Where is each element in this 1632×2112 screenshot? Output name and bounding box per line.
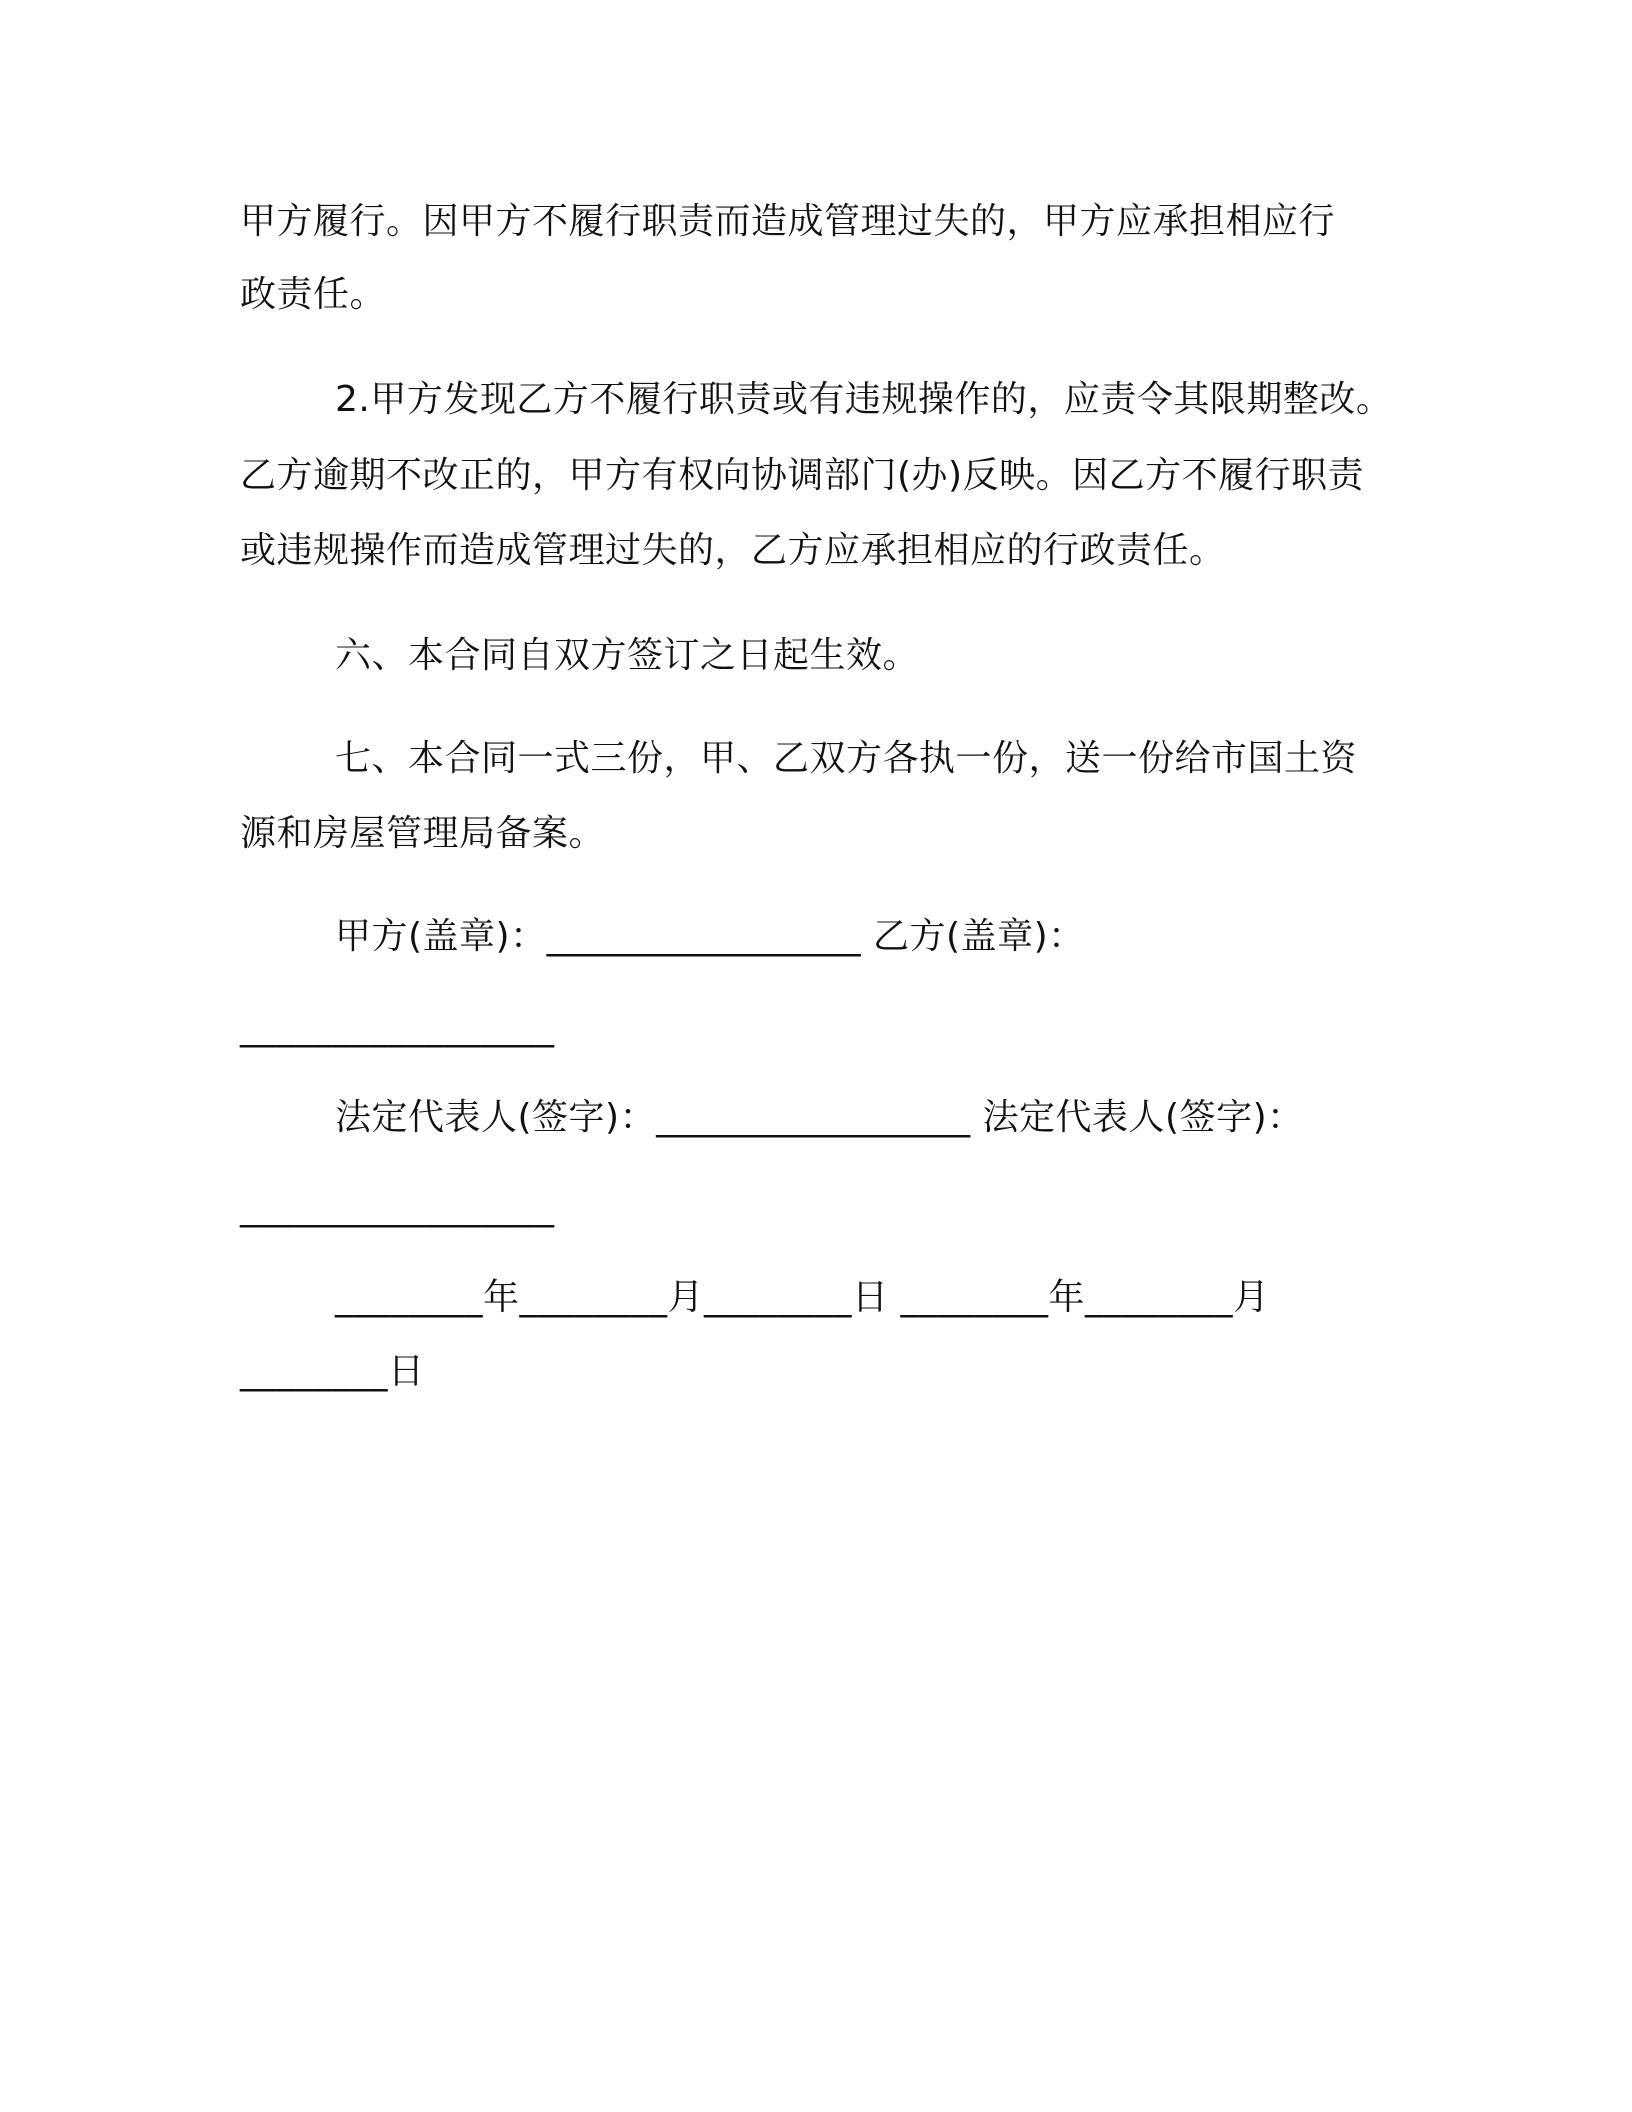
- paragraph-1-line-2: 政责任。: [240, 274, 387, 315]
- clause-7-line-1: 七、本合同一式三份，甲、乙双方各执一份，送一份给市国土资: [335, 738, 1358, 779]
- paragraph-2-line-2: 乙方逾期不改正的，甲方有权向协调部门(办)反映。因乙方不履行职责: [240, 455, 1365, 496]
- clause-7-line-2: 源和房屋管理局备案。: [240, 813, 606, 854]
- seal-line-2: _________________: [240, 1007, 555, 1048]
- date-line-2: ________日: [240, 1351, 425, 1392]
- paragraph-1-line-1: 甲方履行。因甲方不履行职责而造成管理过失的，甲方应承担相应行: [240, 201, 1336, 242]
- seal-line-1: 甲方(盖章)：_________________ 乙方(盖章)：: [335, 916, 1085, 957]
- representative-line-2: _________________: [240, 1187, 555, 1228]
- paragraph-2-line-3: 或违规操作而造成管理过失的，乙方应承担相应的行政责任。: [240, 530, 1226, 571]
- clause-6: 六、本合同自双方签订之日起生效。: [335, 635, 920, 676]
- representative-line-1: 法定代表人(签字)：_________________ 法定代表人(签字)：: [335, 1097, 1304, 1138]
- date-line-1: ________年________月________日 ________年________月: [335, 1277, 1270, 1318]
- paragraph-2-line-1: 2.甲方发现乙方不履行职责或有违规操作的，应责令其限期整改。: [335, 379, 1393, 420]
